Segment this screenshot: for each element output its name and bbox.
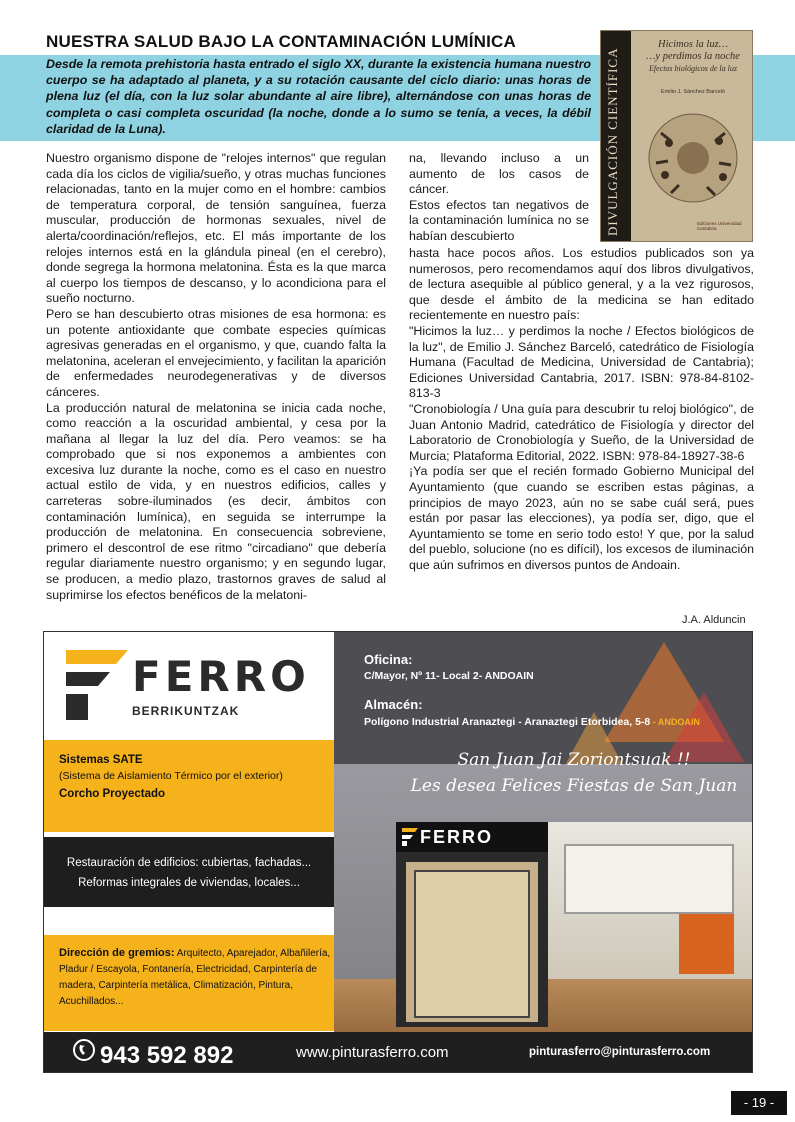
store-sign-logo-icon [402,828,418,846]
ferro-logo-icon [66,650,136,720]
phone-group [72,1036,282,1068]
paragraph: "Cronobiología / Una guía para descubrir tu reloj biológico", de Juan Antonio Madrid, catedrático de Fisiología y director del Laboratorio de Cronobiología y Sueño, de la Universidad de Murcia; Plataforma Editorial, 2022. ISBN: 978-84-18927-38-6 [409,401,754,463]
book-publisher: Ediciones Universidad Cantabria [697,221,742,231]
gremios-label: Dirección de gremios: [59,947,175,959]
oficina-address: C/Mayor, Nº 11- Local 2- ANDOAIN [364,670,534,682]
sate-panel [44,740,334,832]
almacen-town: - ANDOAIN [650,717,700,727]
gremios-list: Arquitecto, Aparejador, Albañilería, Pladur / Escayola, Fontanería, Electricidad, Carpintería de madera, Carpintería metálica, Climatización, Pintura, Acuchillados... [59,948,331,1007]
store-window [564,844,734,914]
sate-subtitle: (Sistema de Aislamiento Térmico por el exterior) [59,770,283,782]
restauracion-line1: Restauración de edificios: cubiertas, fachadas... [66,857,312,869]
article-signature: J.A. Alduncin [682,614,746,626]
ferro-logo-subtitle: BERRIKUNTZAK [132,704,240,718]
almacen-address [364,716,700,728]
paragraph: La producción natural de melatonina se inicia cada noche, como reacción a la oscuridad ambiental, y cesa por la mañana al llegar la luz del día. Pero veamos: se ha comprobado que si nos exponemos a ambientes con excesiva luz durante la noche, como es el caso en nuestro actual estilo de vida, y en nuestros edificios, calles y carreteras sobre-iluminados (es decir, ámbitos con contaminación lumínica), en seguida se interrumpe la producción de melatonina. En consecuencia sobreviene, primero el descontrol de ese ritmo "circadiano" que debería regular diariamente nuestro organismo; y en segundo lugar, se producen, a medio plazo, trastornos graves de salud al suprimirse los efectos benéficos de la melatoni- [46,400,386,602]
book-subtitle: Efectos biológicos de la luz [649,64,737,73]
oficina-label: Oficina: [364,652,413,667]
paragraph: "Hicimos la luz… y perdimos la noche / Efectos biológicos de la luz", de Emilio J. Sánchez Barceló, catedrático de Fisiología Humana (Facultad de Medicina, Universidad de Cantabria); Ediciones Universidad Cantabria, 2017. ISBN: 978-84-8102-813-3 [409,323,754,401]
restauracion-panel [44,837,334,907]
paragraph: Pero se han descubierto otras misiones de esa hormona: es un potente antioxidante que combate especies químicas agresivas generadas en el organismo, y que, cuando falta la melatonina, aceleran el envejecimiento, y facilitan la aparición de enfermedades neurodegenerativas y de diversos cánceres. [46,306,386,399]
phone-icon [72,1038,96,1062]
email-link[interactable]: pinturasferro@pinturasferro.com [529,1046,711,1058]
book-title-line2: …y perdimos la noche [646,51,740,62]
paragraph: ¡Ya podía ser que el recién formado Gobierno Municipal del Ayuntamiento (que cuando se escriben estas páginas, a principios de mayo 2023, aún no se sabe cuál será, pues están por pasar las elecciones), ya podía ser, digo, que el Ayuntamiento se tome en serio todo esto! Y que, por la salud del pueblo, solucione (no es difícil), los excesos de iluminación que aún sufrimos en diversos puntos de Andoain. [409,464,754,572]
ad-left-panel [44,632,334,1072]
paragraph: hasta hace pocos años. Los estudios publicados son ya numerosos, pero recomendamos aquí dos libros divulgativos, de lectura asequible al público general, y a la vez rigurosos, que desde el ámbito de la medicina se han editado recientemente en nuestro país: [409,246,754,323]
paragraph: Estos efectos tan negativos de la contaminación lumínica no se habían descubierto [409,197,589,243]
article-column-2-top [409,151,589,245]
sate-title: Sistemas SATE [59,754,143,766]
article-column-2 [409,246,754,573]
ferro-logo-text: FERRO [132,652,310,701]
restauracion-line2: Reformas integrales de viviendas, locales... [78,877,300,889]
greeting-line1: San Juan Jai Zoriontsuak !! [457,750,691,770]
article-lead: Desde la remota prehistoria hasta entrado el siglo XX, durante la existencia humana nuestro cuerpo se ha adaptado al planeta, y a su rotación causante del ciclo diario: unas horas de plena luz (el día, con la luz solar abundante al aire libre), alternándose con unas horas de completa o casi completa oscuridad (la noche, donde a lo sumo se tenía, a veces, la débil claridad de la Luna). [46,57,591,136]
page-number: - 19 - [731,1091,787,1115]
gremios-panel [44,935,334,1031]
store-orange-wall [679,914,734,974]
paragraph: Nuestro organismo dispone de "relojes internos" que regulan cada día los ciclos de vigilia/sueño, y otras muchas funciones relacionadas, tanto en la mujer como en el hombre: cambios de temperatura corporal, de tensión sanguínea, fuerza muscular, producción de hormonas sexuales, nivel de alerta/coordinación/reflejos, etc. El más importante de los relojes internos está en la glándula pineal (en el cerebro), donde segrega la hormona melatonina. Ésta es la que marca al cuerpo los tiempos de descanso, y lo acondiciona para el sueño nocturno. [46,151,386,306]
corcho-title: Corcho Proyectado [59,788,166,800]
almacen-street: Polígono Industrial Aranaztegi - Aranaztegi Etorbidea, 5-8 [364,716,651,728]
book-spine-text: DIVULGACIÓN CIENTÍFICA [605,47,620,236]
article-column-1 [46,151,386,603]
gremios-text [59,945,334,1010]
greeting-line2: Les desea Felices Fiestas de San Juan [410,776,738,796]
book-title [639,39,747,75]
ferro-advertisement [43,631,753,1073]
paragraph: na, llevando incluso a un aumento de los casos de cáncer. [409,151,589,197]
almacen-label: Almacén: [364,697,423,712]
store-front [396,822,548,1027]
book-illustration-icon [641,103,745,213]
book-title-line1: Hicimos la luz… [657,39,728,50]
store-door [414,870,530,1018]
book-author: Emilio J. Sánchez Barceló [661,89,725,95]
store-sign [396,822,548,852]
book-spine [601,31,631,241]
ad-contact-strip [44,1032,753,1072]
article-title: NUESTRA SALUD BAJO LA CONTAMINACIÓN LUMÍNICA [46,32,516,51]
store-sign-text: FERRO [420,827,493,847]
phone-number[interactable]: 943 592 892 [100,1042,234,1069]
store-photo [334,764,753,1046]
website-link[interactable]: www.pinturasferro.com [296,1044,449,1061]
book-cover-image [600,30,753,242]
